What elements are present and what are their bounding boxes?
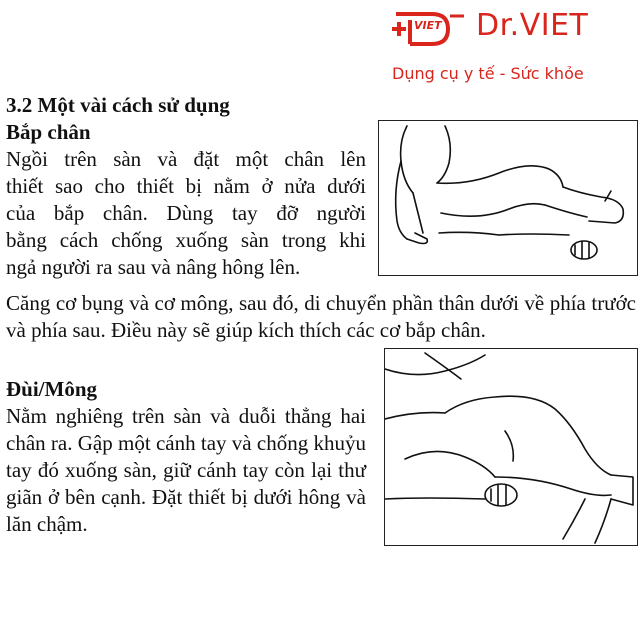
calf-continued: Căng cơ bụng và cơ mông, sau đó, di chuyển phần thân dưới về phía trước và phía sau. Điều này sẽ giúp kích thích các cơ bắp chân. (6, 291, 636, 342)
calf-illustration (378, 120, 638, 276)
calf-title: Bắp chân (6, 120, 91, 144)
brand-tagline: Dụng cụ y tế - Sức khỏe (392, 64, 584, 83)
thigh-paragraph: Nằm nghiêng trên sàn và duỗi thẳng hai chân ra. Gập một cánh tay và chống khuỷu tay đó xuống sàn, giữ cánh tay còn lại thư giãn ở bên cạnh. Đặt thiết bị dưới hông và lăn chậm. (6, 404, 366, 536)
brand-header (392, 8, 632, 88)
brand-name: Dr.VIET (476, 8, 589, 43)
calf-line: thiết sao cho thiết bị nằm ở nửa dưới (6, 174, 366, 198)
calf-line: của bắp chân. Dùng tay đỡ người (6, 201, 366, 225)
calf-paragraph (6, 146, 366, 281)
calf-line: bằng cách chống xuống sàn trong khi (6, 228, 366, 252)
logo-word: VIET (414, 19, 442, 32)
dr-viet-logo (392, 10, 466, 48)
section-heading: 3.2 Một vài cách sử dụng (6, 93, 230, 117)
calf-line: Ngồi trên sàn và đặt một chân lên (6, 147, 366, 171)
thigh-illustration (384, 348, 638, 546)
thigh-title: Đùi/Mông (6, 377, 98, 401)
calf-line: ngả người ra sau và nâng hông lên. (6, 255, 301, 279)
